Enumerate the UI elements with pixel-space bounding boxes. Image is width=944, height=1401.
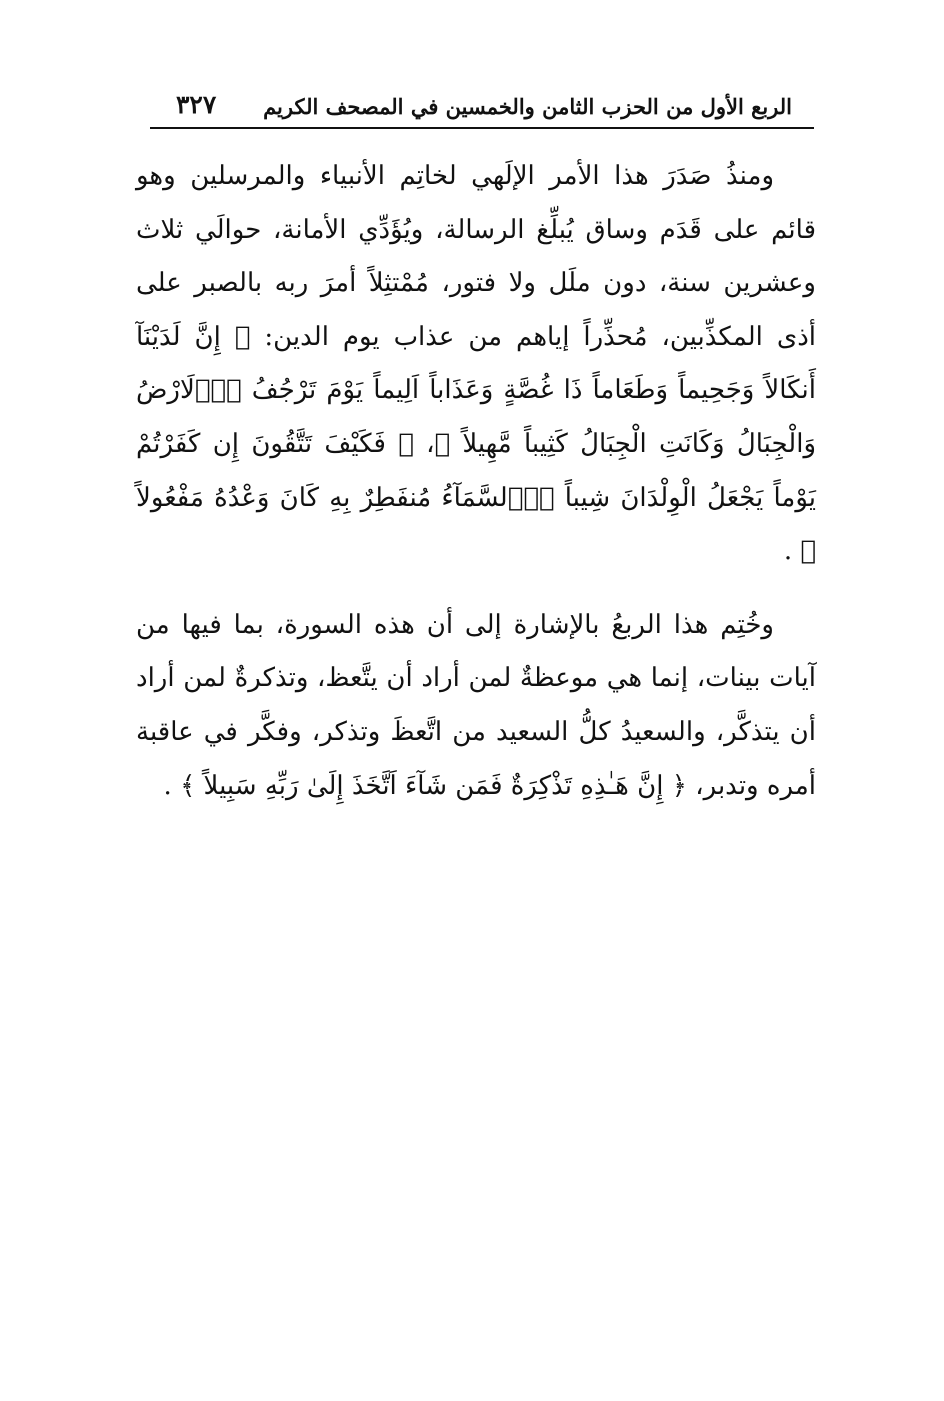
paragraph-2 <box>136 599 816 813</box>
quran-quote-2: ﴿ فَكَيْفَ تَتَّقُونَ إِن كَفَرْتُمْ يَوْماً يَجْعَلُ الْوِلْدَانَ شِيباً اِ۬لسَّمَآءُ مُنفَطِرٌ بِهِ كَانَ وَعْدُهُ مَفْعُولاً ﴾ <box>136 428 816 567</box>
quote-separator: ، <box>413 428 435 459</box>
page-header <box>148 88 814 128</box>
header-rule <box>150 127 814 129</box>
quran-quote-1: ﴿ إِنَّ لَدَيْنَآ أَنكَالاً وَجَحِيماً وَطَعَاماً ذَا غُصَّةٍ وَعَذَاباً اَلِيماً يَوْمَ تَرْجُفُ اُ۬لَارْضُ وَالْجِبَالُ وَكَانَتِ الْجِبَالُ كَثِيباً مَّهِيلاً ﴾ <box>136 321 817 459</box>
quran-quote-3: ﴿ إِنَّ هَـٰذِهِ تَذْكِرَةٌ فَمَن شَآءَ اَتَّخَذَ إِلَىٰ رَبِّهِ سَبِيلاً ﴾ <box>180 770 687 801</box>
paragraph-1 <box>136 150 816 579</box>
running-title: الربع الأول من الحزب الثامن والخمسين في المصحف الكريم <box>263 94 792 119</box>
paragraph-2-end: . <box>163 770 172 801</box>
paragraph-2-text: وخُتِم هذا الربعُ بالإشارة إلى أن هذه السورة، بما فيها من آيات بينات، إنما هي موعظةٌ لمن أراد أن يتَّعظ، وتذكرةٌ لمن أراد أن يتذكَّر، والسعيدُ كلُّ السعيد من اتَّعظَ وتذكر، وفكَّر في عاقبة أمره وتدبر، <box>136 609 816 801</box>
paragraph-1-end: . <box>783 536 793 567</box>
paragraph-1-text: ومنذُ صَدَرَ هذا الأمر الإلَهي لخاتِم الأنبياء والمرسلين وهو قائم على قَدَم وساق يُبلِّغ الرسالة، ويُؤَدِّي الأمانة، حوالَي ثلاث وعشرين سنة، دون ملَل ولا فتور، مُمْتثِلاً أمرَ ربه بالصبر على أذى المكذِّبين، مُحذِّراً إياهم من عذاب يوم الدين: <box>136 161 817 352</box>
body-text <box>136 150 816 813</box>
page-number: ٣٢٧ <box>176 90 217 119</box>
